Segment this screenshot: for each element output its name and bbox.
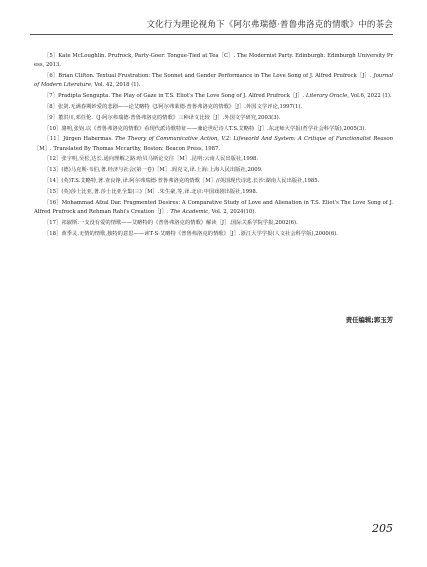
reference-item [34,114,393,123]
reference-item [34,188,393,197]
reference-italic-title: The Academic [170,208,209,215]
reference-text: ［17］祁淑斯.一支没有爱的情歌——艾略特的《普鲁弗洛克的情歌》解读［J］.国际关系学院学报,2002(6). [44,219,298,226]
reference-item [34,177,393,186]
reference-text: ［12］张宇明,吴松,达长.通向理解之路:哈贝马斯论交往［M］.昆明:云南人民出版社,1998. [44,156,259,163]
reference-text: ［11］Jürgen Habermas. [44,136,116,143]
reference-item [34,125,393,134]
page-number: 205 [372,522,393,535]
reference-text: ［M］. Translated By Thomas Mccarthy, Boston: Beacon Press, 1987. [34,145,221,152]
reference-item [34,230,393,239]
running-header [30,18,393,35]
reference-item [34,52,393,71]
reference-text: ［15］(英)莎士比亚,著.莎士比亚全集(三)［M］.朱生豪,等,译.北京:中国戏剧出版社,1998. [44,188,258,195]
reference-text: ［7］Pradipta Sengupta. The Play of Gaze in T.S. Eliot's The Love Song of J. Alfred Prufrock［J］. [44,93,307,100]
reference-text: , Vol. 2, 2024(10). [208,208,256,215]
running-title: 文化行为理论视角下《阿尔弗瑞德·普鲁弗洛克的情歌》中的茶会 [146,20,393,30]
reference-italic-title: Journal of Modern Literature [34,73,393,89]
reference-item [34,199,393,218]
reference-text: ［18］黄季灵.无情的情歌,独特的意思——读T·S·艾略特《普鲁弗洛克的情歌》［J］.浙江大学学报(人文社会科学版),2000(6). [44,230,338,237]
reference-text: ［6］Brian Clifton. Textual Frustration: The Sonnet and Gender Performance in The Love Song of J. Alfred Prufrock［J］. [44,73,374,80]
reference-text: ［10］骆明,张钧.以《普鲁弗洛克的情歌》看现代派诗歌特征——兼论世纪诗人T.S.艾略特［J］.东北师大学报(哲学社会科学版),2005(3). [44,125,367,132]
reference-italic-title: Literary Oracle [306,93,348,100]
reference-text: ［9］董洪川,邓任伦.《J·阿尔弗瑞德·普鲁弗洛克的情歌》三种译文比较［J］.外国文学研究,2003(3). [44,114,281,121]
reference-text: , Vol. 42, 2018 (1). [90,82,141,89]
reference-text: ［16］Mohammad Afzal Dar. Fragmented Desires: A Comparative Study of Love and Alienation in T.S. Eliot's The Love Song of J. Alfred Prufrock and Rehman Rahi's Creation［J］. [34,199,393,215]
reference-item [34,72,393,91]
reference-item [34,219,393,228]
reference-text: ［14］(英)T.S.艾略特,著.查良铮,译.阿尔弗瑞德·普鲁弗洛克的情歌［M］//英国现代诗选.长沙:湖南人民出版社,1985. [44,178,320,185]
reference-item [34,135,393,154]
reference-item [34,103,393,112]
reference-list [34,52,393,240]
reference-text: , Vol.6, 2022 (1). [347,93,392,100]
reference-text: ［8］张剑.无满春期妙爱的悲剧——论艾略特《J.阿尔弗莱德·普鲁弗洛克的情歌》［J］.外国文学评论,1997(1). [44,103,303,110]
reference-item [34,155,393,164]
reference-item [34,92,393,101]
responsible-editor: 责任编辑;郭玉芳 [345,316,393,324]
reference-italic-title: The Theory of Communicative Action, V.2: Lifeworld And System: A Critique of Functionalist Reason [115,136,393,143]
reference-text: ［5］Kate McLoughlin. Prufrock, Party-Goer: Tongue-Tied at Tea［C］. The Modernist Party. Edinburgh: Edinburgh University Press, 2013. [34,53,393,69]
reference-text: ［13］(德)马克斯·韦伯,著.经济与社会(第一卷)［M］.阎克文,译.上海:上海人民出版社,2009. [44,167,263,174]
reference-item [34,166,393,175]
